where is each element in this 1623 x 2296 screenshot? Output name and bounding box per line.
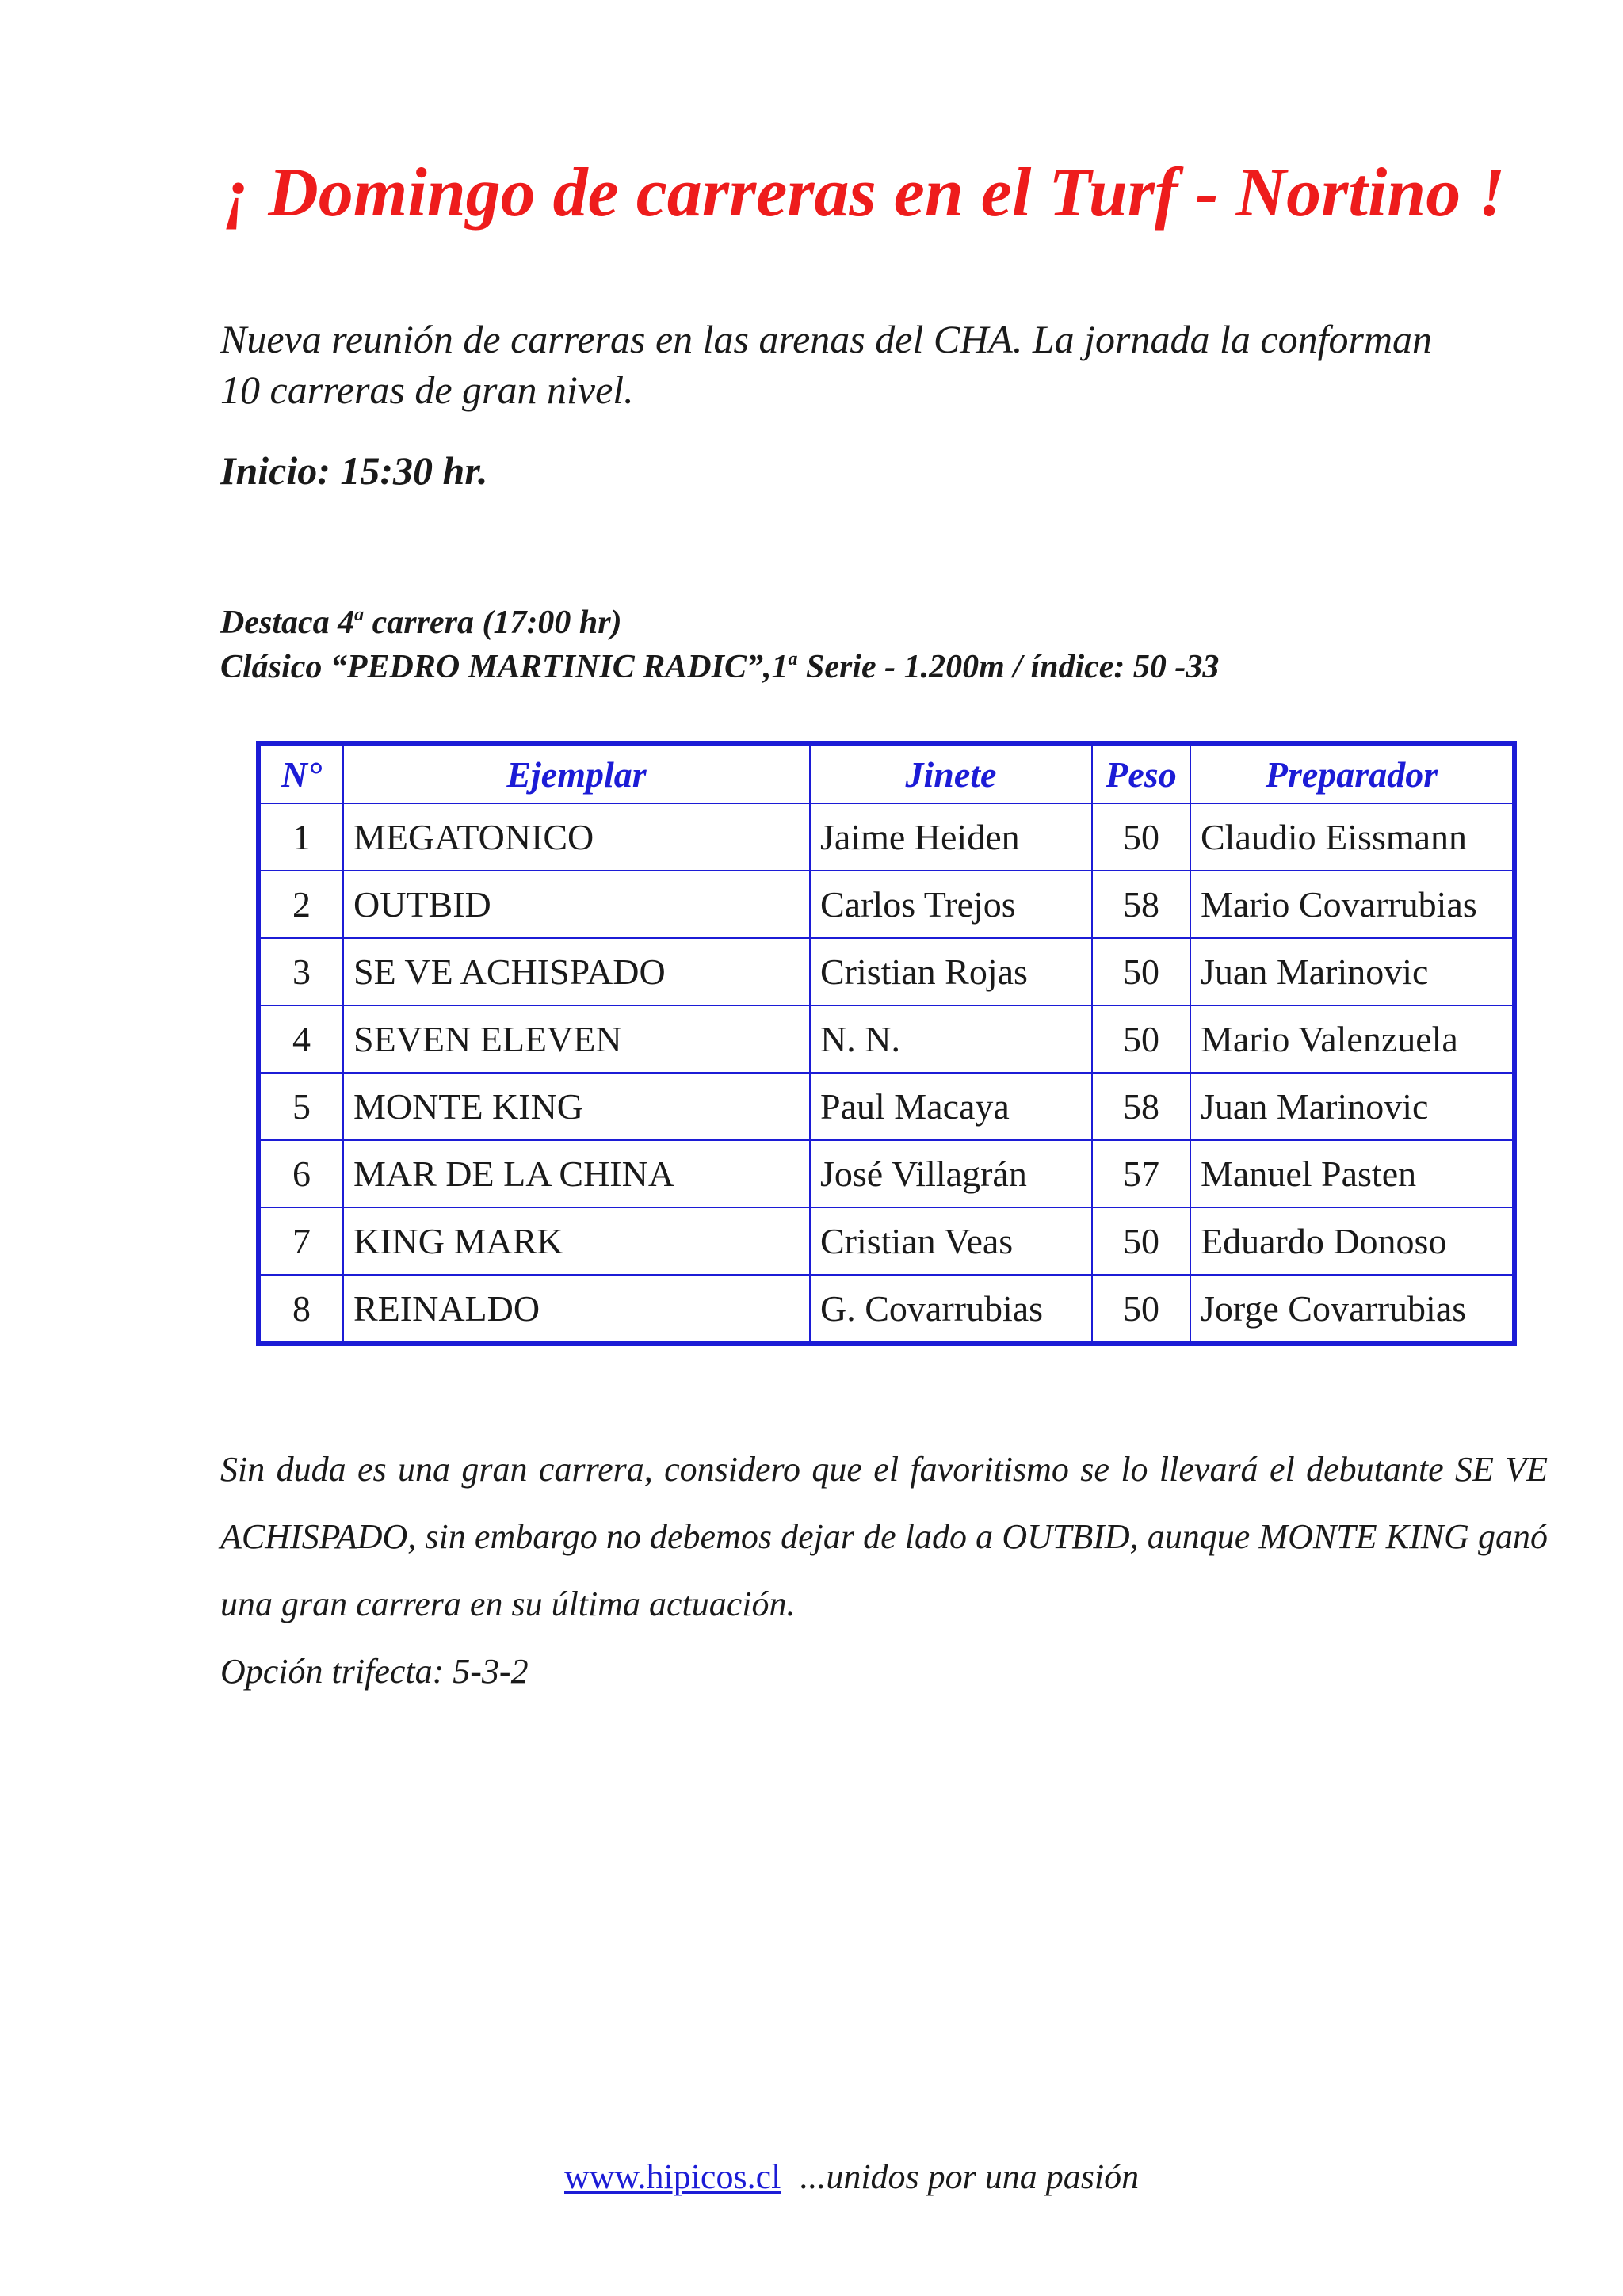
table-row <box>258 938 1514 1005</box>
page-footer <box>564 2157 1139 2197</box>
cell-jockey: Paul Macaya <box>810 1073 1092 1140</box>
featured-race-line <box>220 601 1219 645</box>
ordinal-superscript: a <box>354 605 365 625</box>
cell-horse: KING MARK <box>343 1207 810 1275</box>
cell-number: 7 <box>258 1207 343 1275</box>
cell-jockey: Cristian Rojas <box>810 938 1092 1005</box>
commentary-paragraph: Sin duda es una gran carrera, considero que el favoritismo se lo llevará el debutante SE VE ACHISPADO, sin embargo no debemos dejar de lado a OUTBID, aunque MONTE KING ganó una gran carrera en su última actuación. <box>220 1450 1548 1623</box>
cell-jockey: N. N. <box>810 1005 1092 1073</box>
cell-weight: 50 <box>1092 803 1190 871</box>
table-body <box>258 803 1514 1344</box>
cell-weight: 58 <box>1092 871 1190 938</box>
cell-jockey: José Villagrán <box>810 1140 1092 1207</box>
cell-jockey: Carlos Trejos <box>810 871 1092 938</box>
cell-trainer: Eduardo Donoso <box>1190 1207 1514 1275</box>
cell-weight: 58 <box>1092 1073 1190 1140</box>
start-time: Inicio: 15:30 hr. <box>220 448 488 493</box>
cell-trainer: Mario Valenzuela <box>1190 1005 1514 1073</box>
cell-number: 8 <box>258 1275 343 1344</box>
cell-horse: OUTBID <box>343 871 810 938</box>
cell-weight: 50 <box>1092 1005 1190 1073</box>
cell-jockey: Cristian Veas <box>810 1207 1092 1275</box>
cell-number: 4 <box>258 1005 343 1073</box>
cell-number: 6 <box>258 1140 343 1207</box>
ordinal-superscript: a <box>788 649 798 669</box>
footer-tagline: ...unidos por una pasión <box>800 2157 1140 2196</box>
featured-race-text: Destaca 4 <box>220 605 355 641</box>
table-header-row <box>258 743 1514 803</box>
cell-weight: 57 <box>1092 1140 1190 1207</box>
table-row <box>258 1140 1514 1207</box>
cell-number: 3 <box>258 938 343 1005</box>
cell-jockey: Jaime Heiden <box>810 803 1092 871</box>
cell-trainer: Jorge Covarrubias <box>1190 1275 1514 1344</box>
cell-trainer: Claudio Eissmann <box>1190 803 1514 871</box>
closing-commentary <box>220 1436 1548 1705</box>
table-row <box>258 1275 1514 1344</box>
table-row <box>258 1073 1514 1140</box>
column-header-weight: Peso <box>1092 743 1190 803</box>
trifecta-option: Opción trifecta: 5-3-2 <box>220 1652 529 1691</box>
cell-horse: REINALDO <box>343 1275 810 1344</box>
cell-horse: MEGATONICO <box>343 803 810 871</box>
cell-jockey: G. Covarrubias <box>810 1275 1092 1344</box>
cell-weight: 50 <box>1092 938 1190 1005</box>
column-header-jockey: Jinete <box>810 743 1092 803</box>
column-header-number: N° <box>258 743 343 803</box>
race-entries-table <box>256 741 1517 1346</box>
cell-horse: MAR DE LA CHINA <box>343 1140 810 1207</box>
cell-trainer: Juan Marinovic <box>1190 1073 1514 1140</box>
classic-race-line <box>220 645 1219 689</box>
featured-race-time: carrera (17:00 hr) <box>364 605 622 641</box>
cell-trainer: Mario Covarrubias <box>1190 871 1514 938</box>
table-row <box>258 1005 1514 1073</box>
cell-trainer: Manuel Pasten <box>1190 1140 1514 1207</box>
classic-race-details: Serie - 1.200m / índice: 50 -33 <box>797 649 1220 685</box>
cell-horse: SEVEN ELEVEN <box>343 1005 810 1073</box>
cell-weight: 50 <box>1092 1275 1190 1344</box>
cell-number: 5 <box>258 1073 343 1140</box>
cell-trainer: Juan Marinovic <box>1190 938 1514 1005</box>
classic-race-name: Clásico “PEDRO MARTINIC RADIC”,1 <box>220 649 789 685</box>
website-link[interactable]: www.hipicos.cl <box>564 2157 781 2196</box>
page-title: ¡ Domingo de carreras en el Turf - Nortino ! <box>223 154 1506 231</box>
cell-number: 2 <box>258 871 343 938</box>
cell-horse: SE VE ACHISPADO <box>343 938 810 1005</box>
column-header-horse: Ejemplar <box>343 743 810 803</box>
cell-weight: 50 <box>1092 1207 1190 1275</box>
cell-horse: MONTE KING <box>343 1073 810 1140</box>
table-row <box>258 803 1514 871</box>
featured-race-block <box>220 601 1219 689</box>
table-row <box>258 1207 1514 1275</box>
intro-text: Nueva reunión de carreras en las arenas del CHA. La jornada la conforman 10 carreras de gran nivel. <box>220 317 1433 412</box>
table-row <box>258 871 1514 938</box>
column-header-trainer: Preparador <box>1190 743 1514 803</box>
cell-number: 1 <box>258 803 343 871</box>
